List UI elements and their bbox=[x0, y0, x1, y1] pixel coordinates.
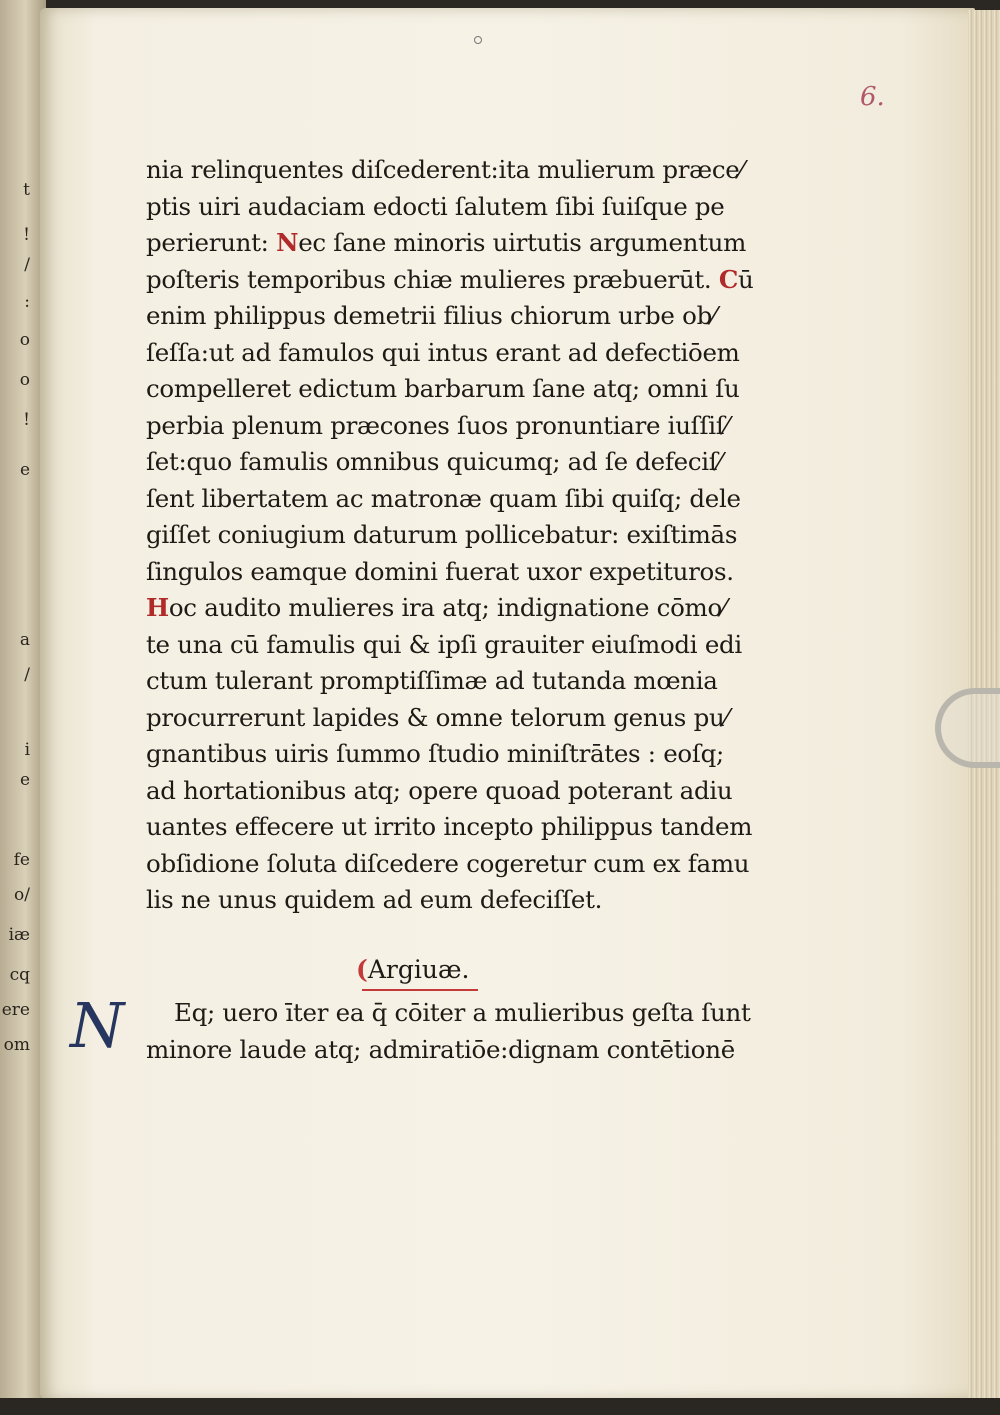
left-page-fragment: o bbox=[19, 330, 30, 350]
text-line: ſeſſa:ut ad famulos qui intus erant ad defectiōem bbox=[146, 337, 740, 367]
text-line: Hoc audito mulieres ira atq; indignatione cōmo⁄ bbox=[146, 593, 726, 622]
left-page-fragment: ! bbox=[23, 410, 30, 430]
left-page-fragment: a bbox=[19, 630, 30, 650]
text-line: obſidione ſoluta diſcedere cogeretur cum ex famu bbox=[146, 848, 750, 878]
text-line: Eq; uero īter ea q̄ cōiter a mulieribus geſta ſunt bbox=[174, 998, 751, 1027]
left-page-fragment: om bbox=[3, 1035, 30, 1055]
text-line: enim philippus demetrii filius chiorum urbe ob⁄ bbox=[146, 301, 716, 330]
main-text-block bbox=[146, 152, 776, 919]
heading-text: Argiuæ. bbox=[367, 955, 470, 984]
text-line: ſingulos eamque domini fuerat uxor expetituros. bbox=[146, 556, 734, 586]
text-line: ptis uiri audaciam edocti ſalutem ſibi ſuiſque pe bbox=[146, 191, 725, 221]
text-line: gnantibus uiris ſummo ſtudio miniſtrātes : eoſq; bbox=[146, 739, 724, 768]
text-line: ad hortationibus atq; opere quoad poterant adiu bbox=[146, 775, 733, 805]
left-page-fragment: fe bbox=[13, 850, 30, 870]
left-page-fragment: ! bbox=[23, 225, 30, 245]
text-line: ſent libertatem ac matronæ quam ſibi quiſq; dele bbox=[146, 483, 741, 513]
text-line: compelleret edictum barbarum ſane atq; omni ſu bbox=[146, 374, 740, 403]
left-page-fragment: e bbox=[19, 460, 30, 480]
rubric-capital: C bbox=[718, 264, 739, 294]
left-page-fragment: t bbox=[23, 180, 30, 200]
text-line: minore laude atq; admiratiōe:dignam contētionē bbox=[146, 1035, 735, 1064]
rubric-capital: H bbox=[146, 593, 169, 622]
text-line: uantes effecere ut irrito incepto philippus tandem bbox=[146, 812, 753, 841]
left-page-fragment: / bbox=[24, 665, 30, 685]
left-page-fragment: o bbox=[19, 370, 30, 390]
section-heading bbox=[356, 955, 469, 984]
text-line: lis ne unus quidem ad eum defeciſſet. bbox=[146, 885, 603, 914]
paragraph-mark-icon: ( bbox=[356, 955, 368, 984]
left-page-fragment: i bbox=[24, 740, 30, 760]
decorated-initial: N bbox=[70, 989, 125, 1062]
left-page-fragment: e bbox=[19, 770, 30, 790]
text-line: ctum tulerant promptiſſimæ ad tutanda mœnia bbox=[146, 666, 718, 695]
text-line: ſet:quo famulis omnibus quicumq; ad ſe defeciſ⁄ bbox=[146, 447, 722, 476]
left-page-fragment: cq bbox=[9, 965, 30, 985]
left-page-fragment: iæ bbox=[8, 925, 30, 945]
folio-number: 6. bbox=[860, 82, 885, 112]
text-line: nia relinquentes diſcederent:ita mulierum præce⁄ bbox=[146, 155, 744, 184]
final-text-block bbox=[146, 994, 786, 1068]
left-page-fragment: : bbox=[24, 292, 30, 312]
heading-underline bbox=[362, 989, 478, 991]
left-page-fragment: ere bbox=[1, 1000, 30, 1020]
text-line: te una cū famulis qui & ipſi grauiter eiuſmodi edi bbox=[146, 629, 742, 659]
pinhole-mark bbox=[474, 36, 482, 44]
left-page-fragment: / bbox=[24, 255, 30, 275]
rubric-capital: N bbox=[276, 228, 299, 257]
text-line: poſteris temporibus chiæ mulieres præbuerūt. Cū bbox=[146, 264, 754, 294]
left-page-fragment: o/ bbox=[14, 885, 30, 905]
text-line: perbia plenum præcones ſuos pronuntiare iuſſiſ⁄ bbox=[146, 410, 729, 440]
background-band bbox=[0, 1398, 1000, 1415]
text-line: giſſet coniugium daturum pollicebatur: exiſtimās bbox=[146, 520, 738, 549]
text-line: perierunt: Nec ſane minoris uirtutis argumentum bbox=[146, 228, 747, 257]
text-line: procurrerunt lapides & omne telorum genus pu⁄ bbox=[146, 702, 729, 732]
